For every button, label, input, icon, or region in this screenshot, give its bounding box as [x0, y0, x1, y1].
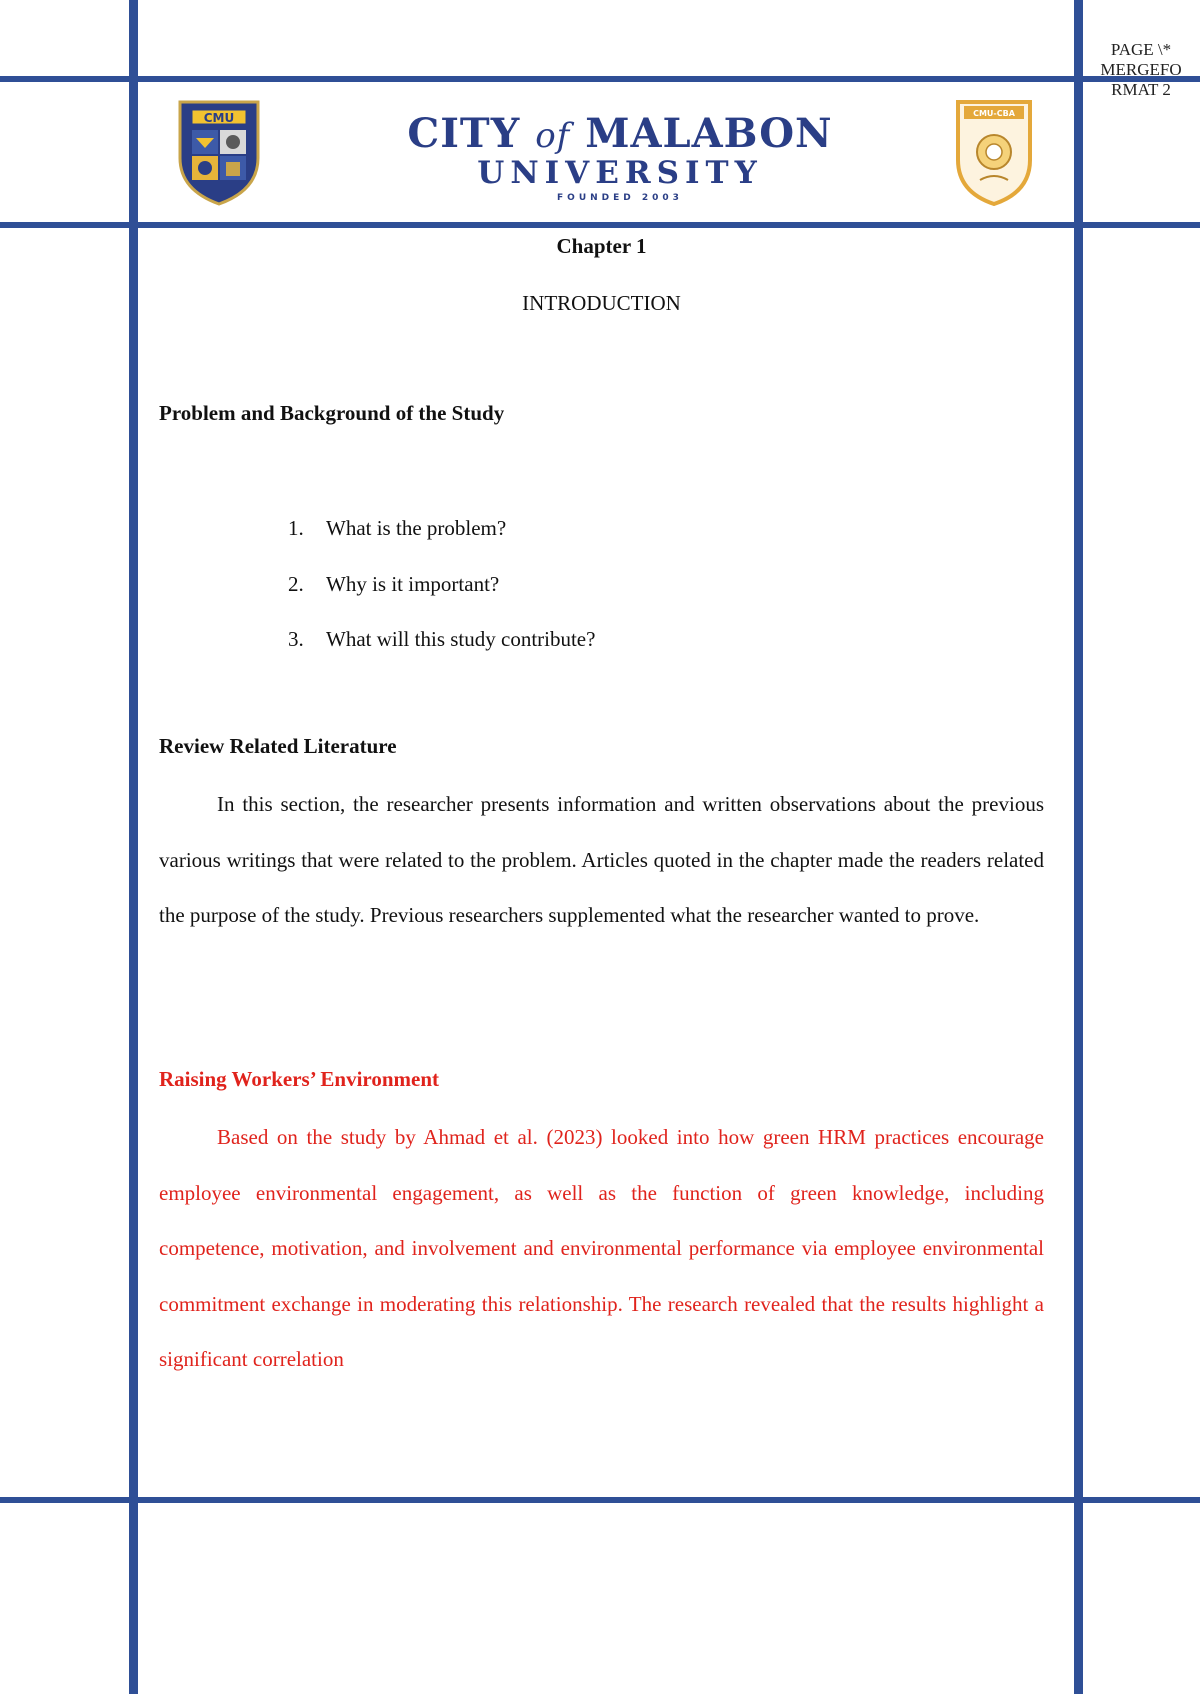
university-founded-text: FOUNDED 2003 — [557, 193, 683, 203]
list-item-number: 2. — [288, 571, 304, 596]
top-border-line — [0, 76, 1200, 82]
university-header — [140, 92, 1060, 214]
list-item-text: Why is it important? — [326, 571, 500, 596]
university-name-line1 — [310, 112, 930, 158]
literature-paragraph: In this section, the researcher presents information and written observations about the previous various writings that were related to the problem. Articles quoted in the chapter made the readers related the purpose of the study. Previous researchers supplemented what the researcher wanted to prove. — [159, 792, 1044, 927]
list-item — [288, 569, 595, 625]
university-name-line2: UNIVERSITY — [477, 155, 763, 191]
left-border-line — [129, 0, 138, 1694]
uni-of-text: of — [535, 116, 571, 156]
section-heading-problem: Problem and Background of the Study — [159, 401, 505, 425]
header-border-line — [0, 222, 1200, 228]
list-item-number: 3. — [288, 627, 304, 651]
bottom-border-line — [0, 1497, 1200, 1503]
list-item-text: What will this study contribute? — [326, 627, 596, 651]
section-heading-environment: Raising Workers’ Environment — [159, 1067, 440, 1091]
page-number-field: PAGE \* MERGEFO RMAT 2 — [1100, 40, 1182, 99]
uni-city-text: CITY — [407, 110, 521, 157]
right-border-line — [1074, 0, 1083, 1694]
cmu-seal-icon — [174, 98, 264, 206]
uni-malabon-text: MALABON — [585, 110, 833, 157]
section-heading-literature: Review Related Literature — [159, 734, 397, 758]
cba-seal-icon — [954, 98, 1034, 206]
chapter-title: INTRODUCTION — [522, 291, 681, 315]
seal-left-label: CMU — [203, 111, 235, 125]
environment-paragraph: Based on the study by Ahmad et al. (2023) looked into how green HRM practices encourage employee environmental engagement, as well as the function of green knowledge, including competence, motivation, and involvement and environmental performance via employee environmental commitment exchange in moderating this relationship. The research revealed that the results highlight a significant correlation — [159, 1125, 1044, 1371]
list-item — [288, 513, 595, 569]
list-item-number: 1. — [288, 516, 304, 540]
list-item-text: What is the problem? — [326, 516, 507, 540]
seal-right-label: CMU-CBA — [973, 109, 1015, 118]
question-list — [288, 513, 595, 680]
chapter-label: Chapter 1 — [556, 234, 647, 258]
list-item — [288, 624, 595, 680]
